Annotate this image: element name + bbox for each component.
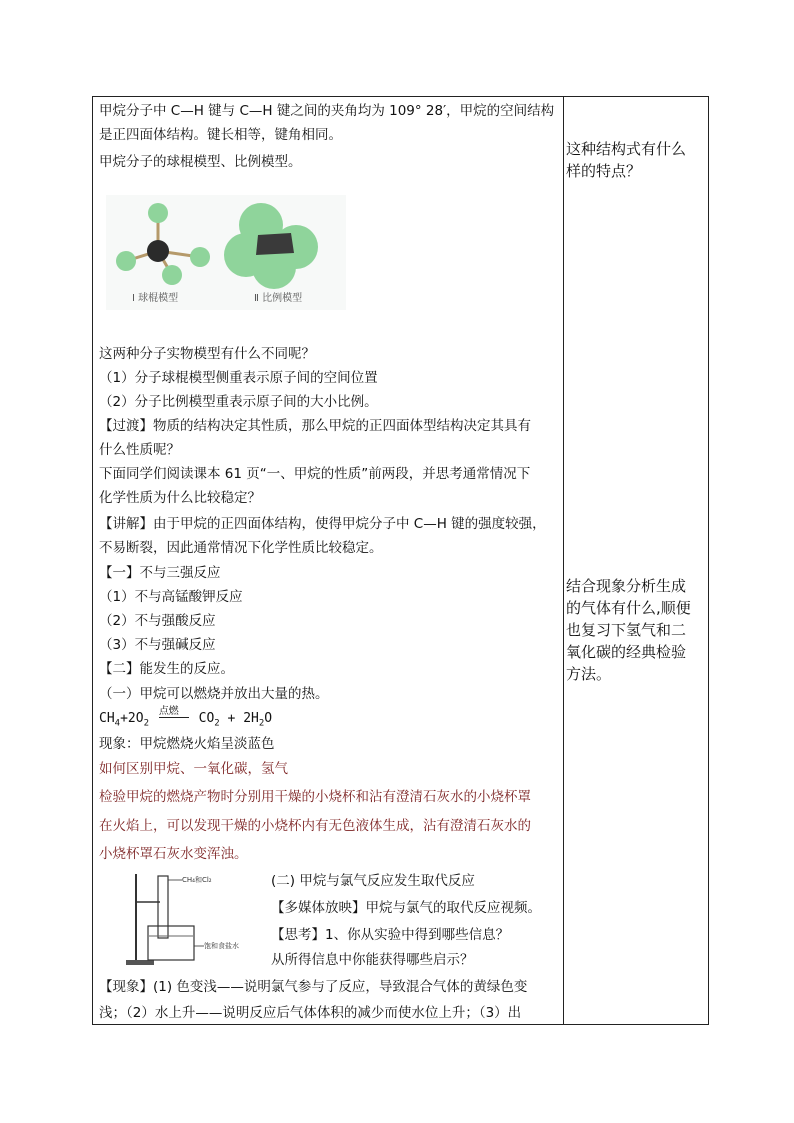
section-heading: 【一】不与三强反应 bbox=[99, 565, 221, 581]
text-line: 化学性质为什么比较稳定？ bbox=[99, 490, 261, 506]
text-line: 从所得信息中你能获得哪些启示？ bbox=[271, 952, 474, 968]
text-line: 【思考】1、你从实验中得到哪些信息？ bbox=[271, 927, 510, 943]
space-filling-model bbox=[224, 203, 318, 289]
text-line: 【现象】(1) 色变浅——说明氯气参与了反应，导致混合气体的黄绿色变 bbox=[99, 979, 528, 995]
text-line: （2）分子比例模型重表示原子间的大小比例。 bbox=[99, 394, 378, 410]
ball-and-stick-model bbox=[116, 203, 210, 285]
side-note-line: 的气体有什么,顺便 bbox=[566, 599, 691, 617]
substitution-apparatus bbox=[122, 870, 262, 968]
side-note-1 bbox=[566, 138, 704, 182]
apparatus-label: 饱和食盐水 bbox=[204, 942, 239, 950]
side-note-line: 样的特点？ bbox=[566, 162, 642, 180]
red-text-line: 检验甲烷的燃烧产物时分别用干燥的小烧杯和沾有澄清石灰水的小烧杯罩 bbox=[99, 789, 531, 805]
text-line: 不易断裂，因此通常情况下化学性质比较稳定。 bbox=[99, 540, 383, 556]
text-line: (二) 甲烷与氯气反应发生取代反应 bbox=[271, 873, 475, 889]
text-line: （1）不与高锰酸钾反应 bbox=[99, 589, 243, 605]
side-note-line: 氧化碳的经典检验 bbox=[566, 643, 687, 661]
text-line: 【多媒体放映】甲烷与氯气的取代反应视频。 bbox=[271, 900, 541, 916]
side-note-2 bbox=[566, 575, 704, 685]
question-line: 这两种分子实物模型有什么不同呢？ bbox=[99, 346, 315, 362]
text-line: 甲烷分子的球棍模型、比例模型。 bbox=[99, 154, 302, 170]
text-line: 现象：甲烷燃烧火焰呈淡蓝色 bbox=[99, 736, 275, 752]
model-caption: Ⅱ 比例模型 bbox=[254, 293, 303, 304]
apparatus-label: CH₄和Cl₂ bbox=[182, 876, 212, 884]
text-line: （1）分子球棍模型侧重表示原子间的空间位置 bbox=[99, 370, 378, 386]
text-line: 【讲解】由于甲烷的正四面体结构，使得甲烷分子中 C—H 键的强度较强， bbox=[99, 516, 546, 532]
side-note-line: 结合现象分析生成 bbox=[566, 577, 687, 595]
combustion-equation: $CH_4+2O_2$ 点燃 $CO_2 + 2H_2O$ bbox=[99, 707, 272, 736]
column-divider bbox=[563, 96, 564, 1025]
methane-models-figure bbox=[106, 195, 346, 310]
side-note-line: 也复习下氢气和二 bbox=[566, 621, 687, 639]
text-line: 是正四面体结构。键长相等，键角相同。 bbox=[99, 127, 342, 143]
text-line: 下面同学们阅读课本 61 页“一、甲烷的性质”前两段，并思考通常情况下 bbox=[99, 466, 531, 482]
red-text-line: 如何区别甲烷、一氧化碳，氢气 bbox=[99, 761, 288, 777]
text-line: 浅；（2）水上升——说明反应后气体体积的减少而使水位上升；（3）出 bbox=[99, 1005, 522, 1021]
model-caption: Ⅰ 球棍模型 bbox=[132, 293, 179, 304]
reaction-condition: 点燃 bbox=[158, 706, 179, 717]
side-note-line: 这种结构式有什么 bbox=[566, 140, 687, 158]
text-line: 甲烷分子中 C—H 键与 C—H 键之间的夹角均为 109° 28′，甲烷的空间结构 bbox=[99, 103, 555, 119]
text-line: （2）不与强酸反应 bbox=[99, 613, 216, 629]
text-line: （一）甲烷可以燃烧并放出大量的热。 bbox=[99, 686, 329, 702]
red-text-line: 在火焰上，可以发现干燥的小烧杯内有无色液体生成，沾有澄清石灰水的 bbox=[99, 818, 531, 834]
red-text-line: 小烧杯罩石灰水变浑浊。 bbox=[99, 846, 248, 862]
text-line: 【过渡】物质的结构决定其性质，那么甲烷的正四面体型结构决定其具有 bbox=[99, 418, 531, 434]
section-heading: 【二】能发生的反应。 bbox=[99, 661, 234, 677]
text-line: （3）不与强碱反应 bbox=[99, 637, 216, 653]
text-line: 什么性质呢？ bbox=[99, 442, 180, 458]
side-note-line: 方法。 bbox=[566, 665, 612, 683]
